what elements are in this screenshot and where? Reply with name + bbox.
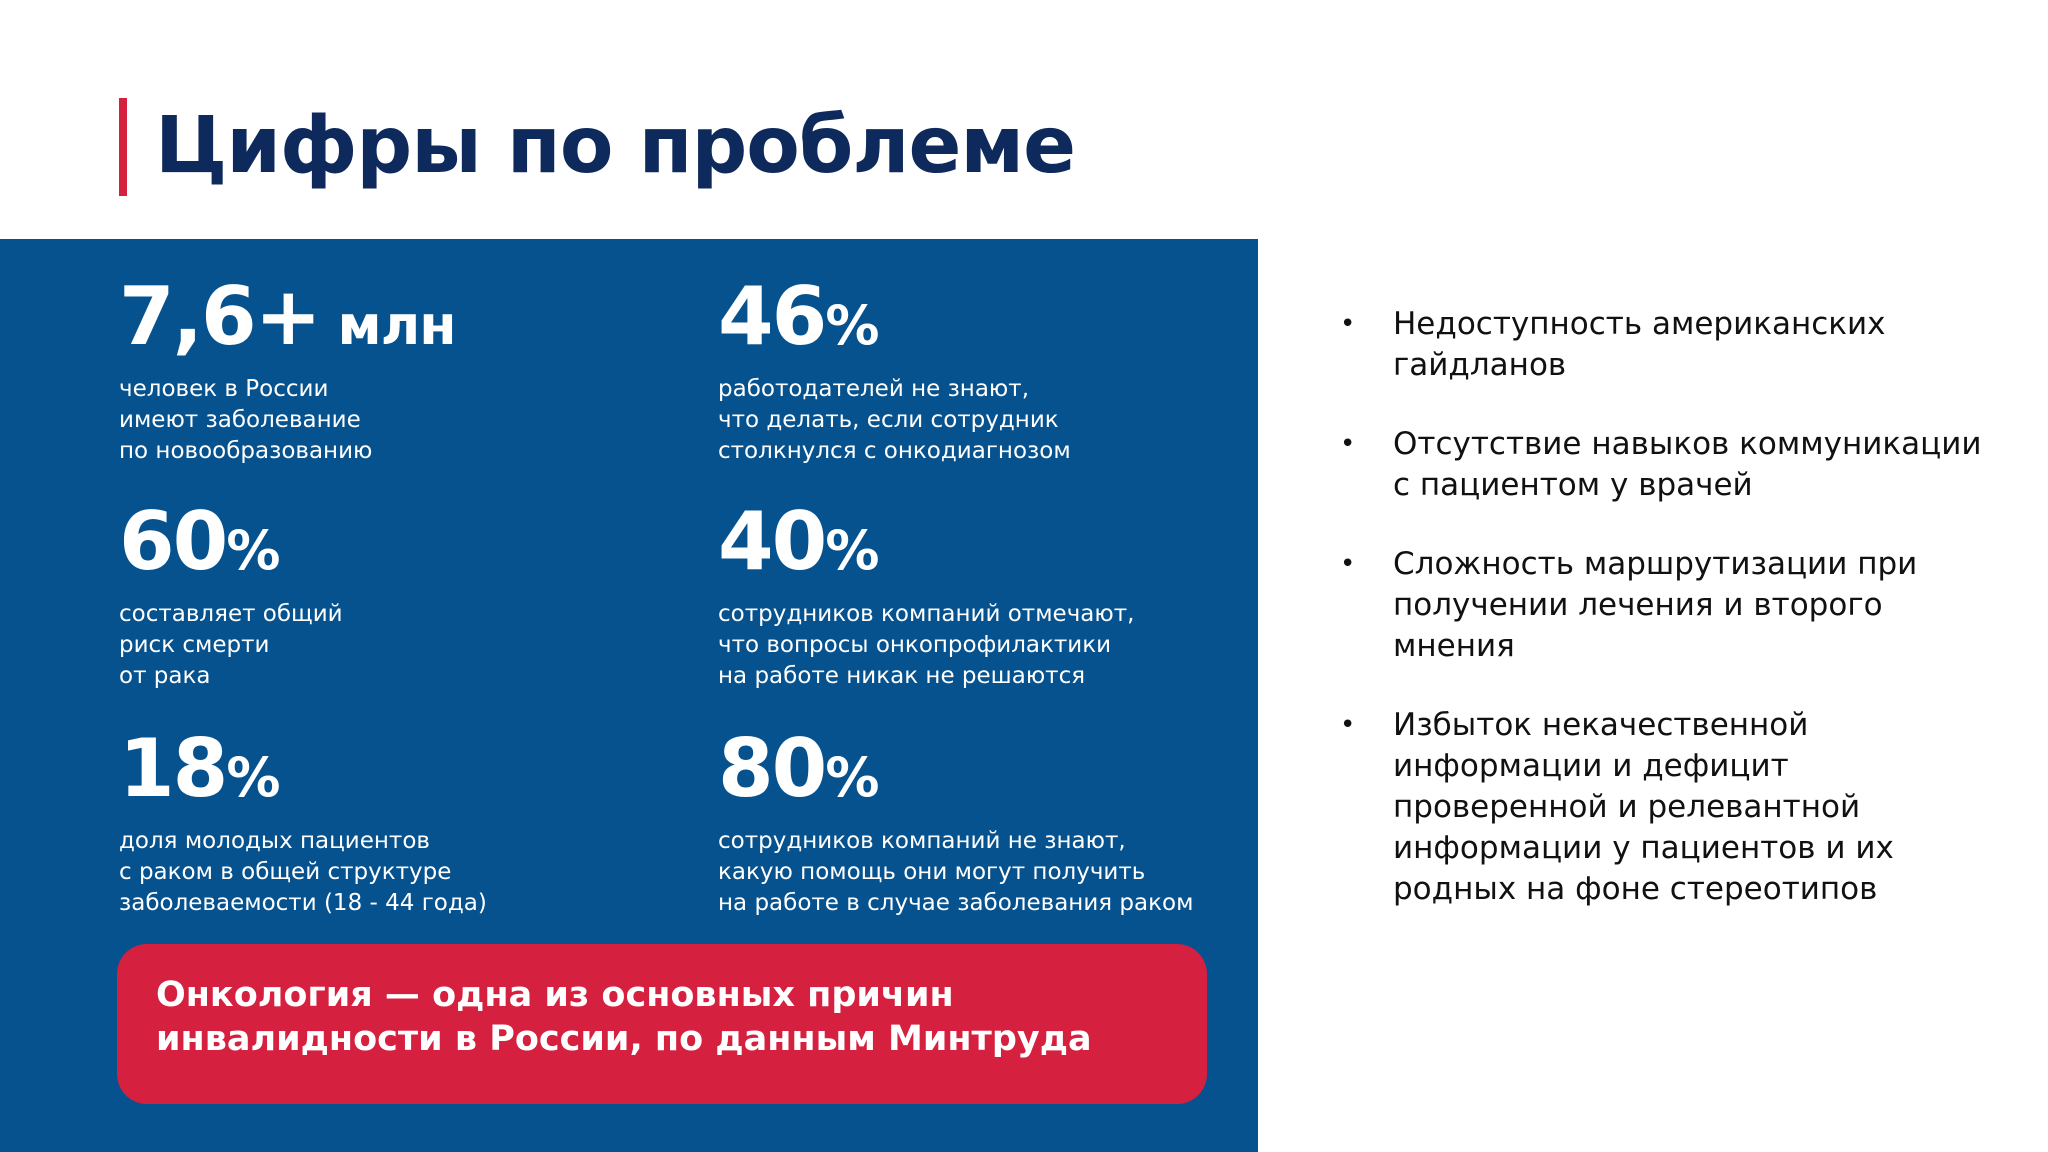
- stat-description: человек в России имеют заболевание по новообразованию: [119, 376, 373, 464]
- list-item: [1340, 424, 1990, 506]
- stat-block: [119, 495, 343, 692]
- stat-value: [718, 495, 1134, 593]
- bullet-icon: •: [1340, 710, 1356, 740]
- stat-description: доля молодых пациентов с раком в общей структуре заболеваемости (18 - 44 года): [119, 828, 487, 916]
- stat-value: [718, 722, 1193, 820]
- stat-number: 18: [119, 722, 227, 815]
- stat-unit: %: [226, 519, 280, 582]
- stat-unit: %: [825, 294, 879, 357]
- stat-block: [718, 495, 1135, 692]
- bullet-icon: •: [1340, 549, 1356, 579]
- bullet-icon: •: [1340, 429, 1356, 459]
- list-item: [1340, 705, 1990, 910]
- stat-block: [119, 270, 456, 467]
- stat-number: 46: [718, 270, 826, 363]
- stat-unit: млн: [319, 294, 456, 357]
- callout-banner: [117, 944, 1207, 1104]
- list-item: [1340, 544, 1990, 667]
- list-item-text: Недоступность американских гайдланов: [1393, 306, 1886, 383]
- stat-description: составляет общий риск смерти от рака: [119, 601, 343, 689]
- list-item-text: Избыток некачественной информации и дефицит проверенной и релевантной информации у пациентов и их родных на фоне стереотипов: [1393, 707, 1894, 907]
- stat-unit: %: [825, 519, 879, 582]
- title-accent-bar: [119, 98, 127, 196]
- stat-number: 40: [718, 495, 826, 588]
- bullet-icon: •: [1340, 309, 1356, 339]
- list-item-text: Сложность маршрутизации при получении лечения и второго мнения: [1393, 546, 1918, 664]
- problem-list: [1340, 304, 1990, 948]
- stat-value: [119, 495, 343, 593]
- stat-unit: %: [825, 746, 879, 809]
- stat-unit: %: [226, 746, 280, 809]
- stat-block: [119, 722, 487, 919]
- stat-description: сотрудников компаний отмечают, что вопросы онкопрофилактики на работе никак не решаются: [718, 601, 1135, 689]
- page-title: Цифры по проблеме: [155, 101, 1076, 191]
- stat-block: [718, 270, 1071, 467]
- stat-number: 7,6+: [119, 270, 320, 363]
- stat-value: [119, 270, 456, 368]
- list-item-text: Отсутствие навыков коммуникации с пациентом у врачей: [1393, 426, 1982, 503]
- callout-text: Онкология — одна из основных причин инвалидности в России, по данным Минтруда: [156, 975, 1092, 1059]
- stat-description: работодателей не знают, что делать, если сотрудник столкнулся с онкодиагнозом: [718, 376, 1071, 464]
- stat-value: [718, 270, 1071, 368]
- stat-number: 80: [718, 722, 826, 815]
- stat-block: [718, 722, 1194, 919]
- stat-value: [119, 722, 487, 820]
- stat-description: сотрудников компаний не знают, какую помощь они могут получить на работе в случае заболевания раком: [718, 828, 1194, 916]
- stat-number: 60: [119, 495, 227, 588]
- list-item: [1340, 304, 1990, 386]
